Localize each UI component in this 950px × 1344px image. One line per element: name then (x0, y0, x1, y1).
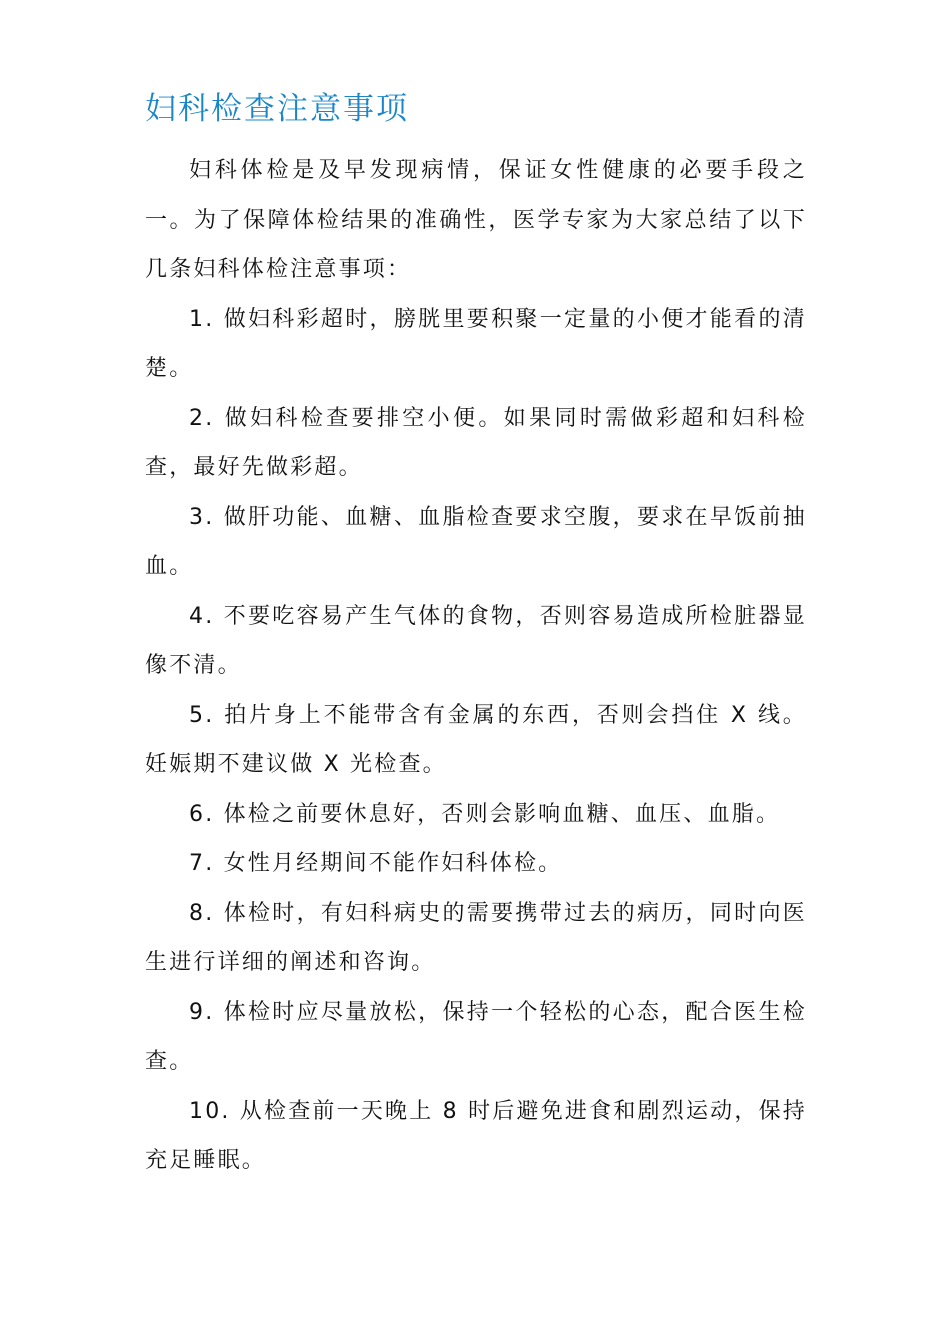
document-body (145, 146, 807, 1186)
list-item: 8. 体检时，有妇科病史的需要携带过去的病历，同时向医生进行详细的阐述和咨询。 (145, 900, 807, 975)
list-item: 1. 做妇科彩超时，膀胱里要积聚一定量的小便才能看的清楚。 (145, 306, 807, 381)
list-item: 3. 做肝功能、血糖、血脂检查要求空腹，要求在早饭前抽血。 (145, 504, 807, 579)
list-item: 10. 从检查前一天晚上 8 时后避免进食和剧烈运动，保持充足睡眠。 (145, 1098, 807, 1173)
document-title: 妇科检查注意事项 (145, 91, 409, 127)
list-item: 5. 拍片身上不能带含有金属的东西，否则会挡住 X 线。妊娠期不建议做 X 光检查。 (145, 702, 807, 777)
list-item: 2. 做妇科检查要排空小便。如果同时需做彩超和妇科检查，最好先做彩超。 (145, 405, 807, 480)
list-item: 7. 女性月经期间不能作妇科体检。 (189, 851, 563, 876)
list-item: 9. 体检时应尽量放松，保持一个轻松的心态，配合医生检查。 (145, 999, 807, 1074)
intro-paragraph: 妇科体检是及早发现病情，保证女性健康的必要手段之一。为了保障体检结果的准确性，医学专家为大家总结了以下几条妇科体检注意事项： (145, 158, 807, 282)
list-item: 4. 不要吃容易产生气体的食物，否则容易造成所检脏器显像不清。 (145, 603, 807, 678)
list-item: 6. 体检之前要休息好，否则会影响血糖、血压、血脂。 (189, 801, 781, 827)
